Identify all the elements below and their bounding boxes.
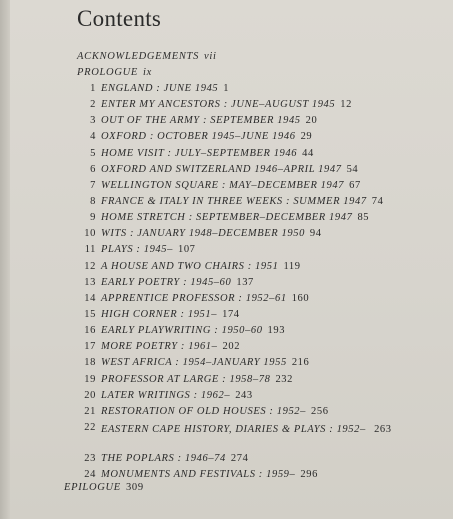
chapter-page: 193 (267, 325, 286, 337)
chapter-number: 9 (90, 212, 96, 224)
chapter-number: 7 (90, 179, 96, 191)
chapter-page: 20 (305, 115, 318, 127)
chapter-page: 174 (222, 308, 240, 320)
toc-entry-acknowledgements (77, 51, 217, 62)
chapter-number: 5 (90, 147, 96, 159)
toc-entry (0, 148, 453, 164)
chapter-title: APPRENTICE PROFESSOR : 1952–61 (101, 292, 287, 304)
chapter-title: WEST AFRICA : 1954–JANUARY 1955 (101, 357, 287, 369)
entry-page: vii (204, 51, 217, 62)
toc-entry (0, 115, 453, 131)
chapter-title: RESTORATION OF OLD HOUSES : 1952– (101, 405, 307, 417)
chapter-number: 13 (84, 276, 96, 288)
chapter-page: 85 (357, 212, 370, 224)
chapter-page: 74 (371, 195, 384, 207)
chapter-number: 18 (84, 357, 96, 369)
chapter-number: 3 (90, 115, 96, 127)
chapter-page: 94 (309, 228, 322, 240)
toc-entry (0, 261, 453, 277)
chapter-page: 243 (235, 389, 253, 401)
chapter-number: 22 (84, 421, 96, 433)
chapter-page: 1 (223, 83, 230, 94)
chapter-title: EARLY PLAYWRITING : 1950–60 (101, 325, 263, 337)
chapter-number: 17 (84, 341, 96, 353)
chapter-page: 67 (349, 179, 361, 191)
chapter-number: 1 (90, 83, 96, 94)
chapter-number: 15 (84, 308, 96, 320)
chapter-page: 256 (311, 405, 329, 417)
toc-entry (0, 228, 453, 244)
chapter-title: ENGLAND : JUNE 1945 (101, 83, 219, 94)
toc-entry (0, 390, 453, 406)
chapter-title: THE POPLARS : 1946–74 (101, 452, 226, 464)
chapter-title: ENTER MY ANCESTORS : JUNE–AUGUST 1945 (101, 99, 336, 111)
chapter-number: 12 (84, 260, 96, 272)
toc-entry (0, 406, 453, 422)
chapter-page: 202 (222, 341, 241, 353)
chapter-number: 4 (90, 131, 96, 143)
chapter-title: HOME STRETCH : SEPTEMBER–DECEMBER 1947 (101, 212, 353, 224)
toc-entry (0, 164, 453, 180)
toc-entry (0, 422, 453, 453)
chapter-page: 29 (300, 131, 313, 143)
chapter-number: 8 (90, 195, 96, 207)
toc-entry (0, 374, 453, 390)
page-title: Contents (77, 6, 162, 31)
chapter-title: EASTERN CAPE HISTORY, DIARIES & PLAYS : 1952– (101, 423, 366, 435)
chapter-number: 10 (84, 228, 96, 240)
chapter-page: 119 (283, 260, 301, 272)
chapter-page: 216 (291, 357, 310, 369)
chapter-title: EARLY POETRY : 1945–60 (101, 276, 232, 288)
entry-page: 309 (125, 482, 144, 493)
chapter-title: OUT OF THE ARMY : SEPTEMBER 1945 (101, 115, 301, 127)
chapter-title: MONUMENTS AND FESTIVALS : 1959– (101, 469, 296, 481)
chapter-number: 6 (90, 163, 96, 175)
entry-title: PROLOGUE (77, 67, 139, 78)
entry-page: ix (143, 67, 152, 78)
chapter-page: 274 (230, 452, 249, 464)
chapter-title: WITS : JANUARY 1948–DECEMBER 1950 (101, 228, 305, 240)
chapter-page: 160 (291, 292, 310, 304)
toc-entry (0, 309, 453, 325)
chapter-title: HIGH CORNER : 1951– (101, 308, 218, 320)
chapter-number: 21 (84, 405, 96, 417)
chapter-title: LATER WRITINGS : 1962– (101, 389, 231, 401)
entry-title: ACKNOWLEDGEMENTS (77, 51, 200, 62)
chapter-title: OXFORD : OCTOBER 1945–JUNE 1946 (101, 131, 296, 143)
toc-entry (0, 83, 453, 99)
chapter-title: MORE POETRY : 1961– (101, 341, 218, 353)
chapter-number: 20 (84, 389, 96, 401)
chapter-number: 24 (84, 469, 96, 481)
entry-title: EPILOGUE (64, 482, 121, 493)
chapter-number: 11 (84, 244, 96, 256)
toc-entry (0, 453, 453, 469)
chapter-page: 44 (302, 147, 314, 159)
toc-entry (0, 196, 453, 212)
chapter-page: 54 (346, 163, 359, 175)
toc-entry-prologue (77, 67, 152, 78)
chapter-page: 232 (275, 373, 293, 385)
chapter-page: 296 (300, 469, 318, 481)
toc-entry (0, 357, 453, 373)
chapter-title: OXFORD AND SWITZERLAND 1946–APRIL 1947 (101, 163, 342, 175)
chapter-title: PLAYS : 1945– (101, 244, 173, 256)
chapter-page: 263 (374, 423, 392, 435)
chapter-page: 12 (340, 99, 352, 111)
chapter-title: FRANCE & ITALY IN THREE WEEKS : SUMMER 1947 (101, 195, 367, 207)
chapter-title: WELLINGTON SQUARE : MAY–DECEMBER 1947 (101, 179, 345, 191)
chapter-title: A HOUSE AND TWO CHAIRS : 1951 (101, 260, 279, 272)
chapter-page: 107 (177, 244, 196, 256)
toc-entry (0, 212, 453, 228)
chapter-title: PROFESSOR AT LARGE : 1958–78 (101, 373, 271, 385)
chapter-number: 2 (90, 99, 96, 111)
toc-entry-epilogue (64, 482, 144, 493)
toc-entry (0, 99, 453, 115)
toc-entry (0, 180, 453, 196)
toc-entry (0, 244, 453, 260)
toc-entry (0, 131, 453, 147)
chapter-number: 16 (84, 325, 96, 337)
chapter-number: 14 (84, 292, 96, 304)
chapter-number: 23 (84, 452, 96, 464)
chapter-number: 19 (84, 373, 96, 385)
chapter-page: 137 (236, 276, 254, 288)
toc-entry (0, 325, 453, 341)
chapter-title: HOME VISIT : JULY–SEPTEMBER 1946 (101, 147, 298, 159)
toc-entry (0, 293, 453, 309)
toc-entry (0, 341, 453, 357)
toc-entry (0, 277, 453, 293)
chapter-list (0, 83, 453, 485)
